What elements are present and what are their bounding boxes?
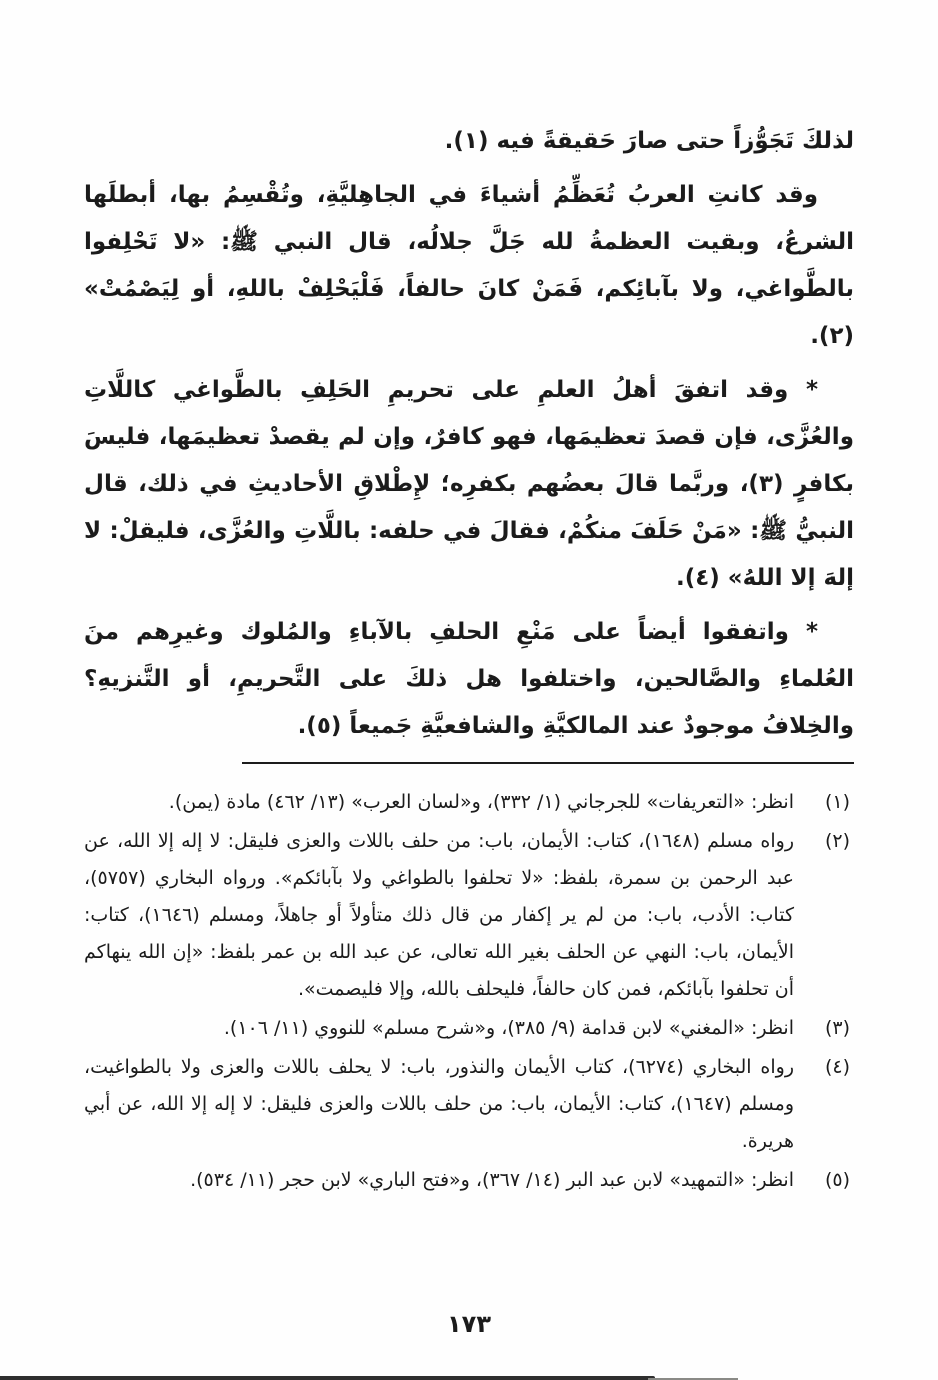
footnote-number: (٤) [824, 1056, 850, 1078]
footnote-text: رواه البخاري (٦٢٧٤)، كتاب الأيمان والنذور، باب: لا يحلف باللات والعزى ولا بالطواغيت، ومسلم (١٦٤٧)، كتاب: الأيمان، باب: من حلف باللات والعزى فليقل: لا إله إلا الله، عن أبي هريرة. [84, 1056, 794, 1152]
footnote-number: (٥) [824, 1169, 850, 1191]
footnote-text: رواه مسلم (١٦٤٨)، كتاب: الأيمان، باب: من حلف باللات والعزى فليقل: لا إله إلا الله، عن عبد الرحمن بن سمرة، بلفظ: «لا تحلفوا بالطواغي ولا بآبائكم». ورواه البخاري (٥٧٥٧)، كتاب: الأدب، باب: من لم ير إكفار من قال ذلك متأولاً أو جاهلاً، ومسلم (١٦٤٦)، كتاب: الأيمان، باب: النهي عن الحلف بغير الله تعالى، عن عبد الله بن عمر بلفظ: «إن الله ينهاكم أن تحلفوا بآبائكم، فمن كان حالفاً، فليحلف بالله، وإلا فليصمت». [84, 830, 794, 1000]
footnote-number: (٢) [824, 830, 850, 852]
footnote-item [84, 1049, 854, 1160]
footnote-text: انظر: «التعريفات» للجرجاني (١/ ٣٣٢)، و«لسان العرب» (١٣/ ٤٦٢) مادة (يمن). [168, 791, 794, 813]
footnotes-section [84, 784, 854, 1199]
footnote-item [84, 823, 854, 1008]
footnote-item [84, 1162, 854, 1199]
footnote-number: (١) [824, 791, 850, 813]
paragraph: وقد كانتِ العربُ تُعَظِّمُ أشياءَ في الجاهِليَّةِ، وتُقْسِمُ بها، أبطلَها الشرعُ، وبقيت العظمةُ لله جَلَّ جلالُه، قال النبي ﷺ: «لا تَحْلِفوا بالطَّواغي، ولا بآبائِكم، فَمَنْ كانَ حالفاً، فَلْيَحْلِفْ باللهِ، أو لِيَصْمُتْ» (٢). [84, 182, 854, 349]
footnote-item [84, 784, 854, 821]
footnote-text: انظر: «التمهيد» لابن عبد البر (١٤/ ٣٦٧)، و«فتح الباري» لابن حجر (١١/ ٥٣٤). [190, 1169, 794, 1191]
page-number: ١٧٣ [447, 1310, 491, 1338]
footnote-item [84, 1010, 854, 1047]
footnote-number: (٣) [824, 1017, 850, 1039]
main-text [84, 118, 854, 750]
paragraph: لذلكَ تَجَوُّزاً حتى صارَ حَقيقةً فيه (١). [444, 128, 854, 154]
footnote-divider [242, 762, 854, 764]
scan-artifact [0, 1376, 655, 1380]
paragraph: * وقد اتفقَ أهلُ العلمِ على تحريمِ الحَلِفِ بالطَّواغي كاللَّاتِ والعُزَّى، فإن قصدَ تعظيمَها، فهو كافرٌ، وإن لم يقصدْ تعظيمَها، فليسَ بكافرٍ (٣)، وربَّما قالَ بعضُهم بكفرِه؛ لإِطْلاقِ الأحاديثِ في ذلك، قال النبيُّ ﷺ: «مَنْ حَلَفَ منكُمْ، فقالَ في حلفه: باللَّاتِ والعُزَّى، فليقلْ: لا إلهَ إلا اللهُ» (٤). [84, 377, 855, 591]
footnote-text: انظر: «المغني» لابن قدامة (٩/ ٣٨٥)، و«شرح مسلم» للنووي (١١/ ١٠٦). [223, 1017, 794, 1039]
paragraph: * واتفقوا أيضاً على مَنْعِ الحلفِ بالآباءِ والمُلوك وغيرِهم منَ العُلماءِ والصَّالحين، واختلفوا هل ذلكَ على التَّحريمِ، أو التَّنزيهِ؟ والخِلافُ موجودٌ عند المالكيَّةِ والشافعيَّةِ جَميعاً (٥). [84, 619, 854, 739]
